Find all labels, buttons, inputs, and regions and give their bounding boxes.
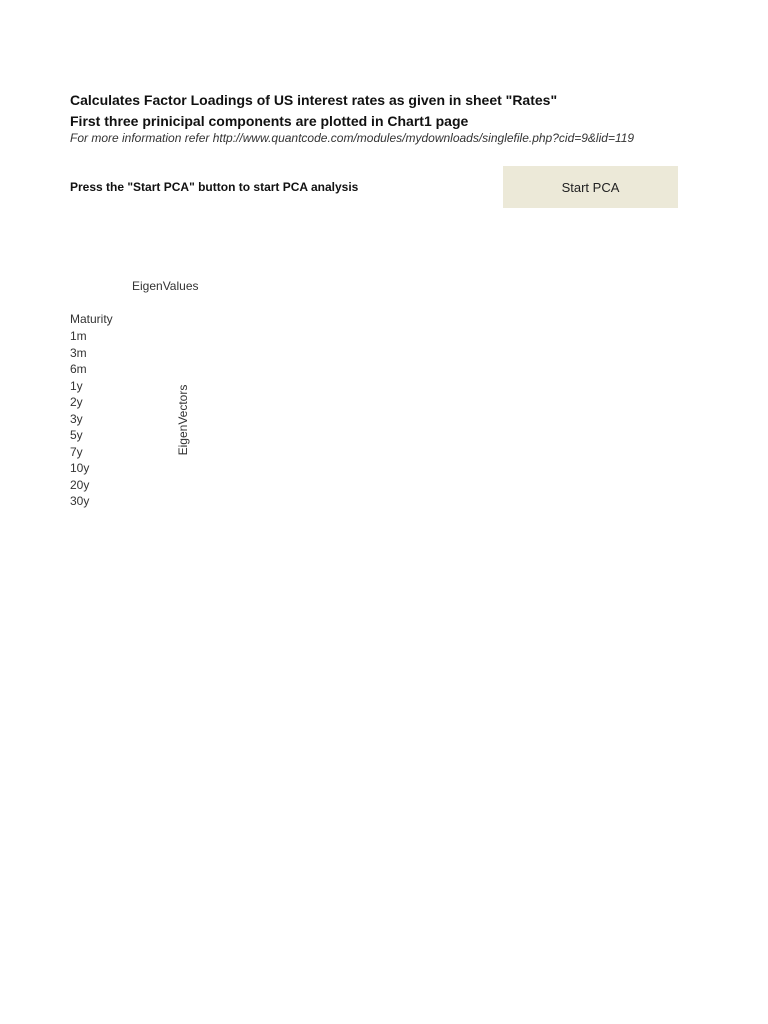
maturity-row: 2y [70,395,83,409]
maturity-row: 20y [70,477,90,492]
maturity-row: 10y [70,461,90,475]
start-pca-button-label: Start PCA [561,179,620,195]
maturity-header: Maturity [70,312,113,326]
maturity-row: 1y [70,378,83,393]
maturity-row: 30y [70,494,90,508]
maturity-row: 3y [70,411,83,426]
eigenvalues-label: EigenValues [132,279,199,293]
eigenvectors-label: EigenVectors [176,384,190,456]
instruction-text: Press the "Start PCA" button to start PCA analysis [70,180,359,194]
title-line-1: Calculates Factor Loadings of US interest rates as given in sheet "Rates" [70,92,558,108]
maturity-row: 5y [70,428,83,442]
maturity-row: 3m [70,345,87,360]
maturity-row: 7y [70,444,83,459]
maturity-row: 6m [70,362,87,376]
start-pca-button[interactable] [503,166,678,208]
maturity-list [70,328,89,510]
title-line-2: First three prinicipal components are plotted in Chart1 page [70,113,469,129]
info-link-text: For more information refer http://www.quantcode.com/modules/mydownloads/singlefile.php?cid=9&lid=119 [70,131,635,145]
maturity-row: 1m [70,329,87,343]
